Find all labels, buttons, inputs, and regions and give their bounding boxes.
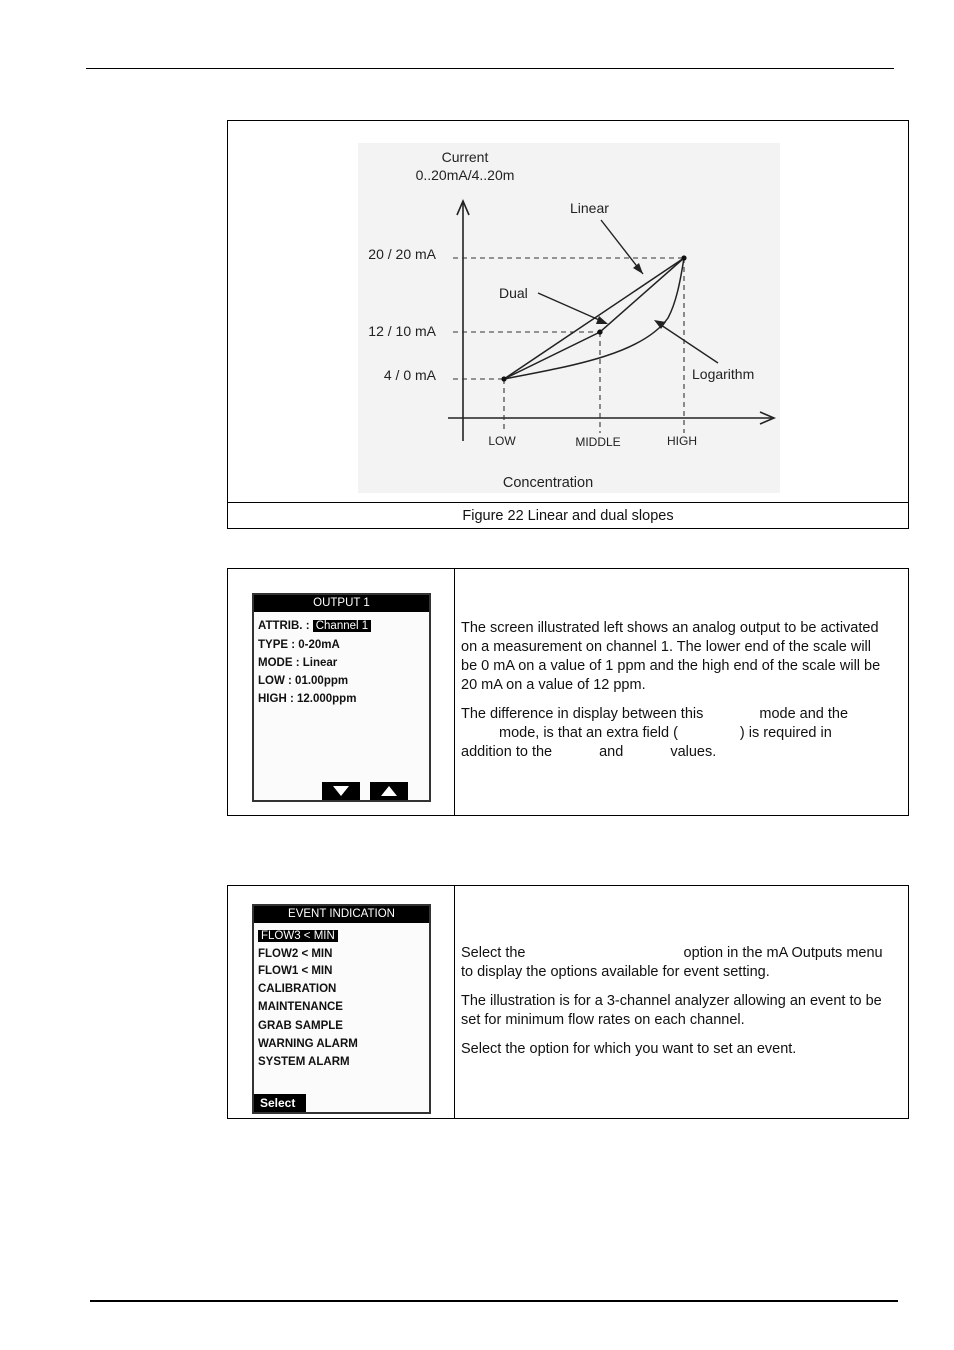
point-middle <box>597 329 602 334</box>
down-button[interactable] <box>322 782 360 800</box>
y-tick-20: 20 / 20 mA <box>368 246 436 262</box>
logarithm-pointer <box>658 323 718 363</box>
linear-curve <box>504 258 684 379</box>
y-tick-4: 4 / 0 mA <box>383 367 436 383</box>
output-description <box>461 619 890 772</box>
output-screen <box>252 593 431 802</box>
y-axis-title-2: 0..20mA/4..20m <box>415 167 515 183</box>
event-item-grab-sample[interactable]: GRAB SAMPLE <box>258 1020 343 1032</box>
x-tick-high: HIGH <box>667 434 697 448</box>
event-item-flow3[interactable]: FLOW3 < MIN <box>258 930 338 942</box>
label-logarithm: Logarithm <box>692 366 755 382</box>
output-panel-box <box>227 568 909 816</box>
event-item-maintenance[interactable]: MAINTENANCE <box>258 1001 343 1013</box>
x-tick-middle: MIDDLE <box>575 435 621 449</box>
slopes-chart <box>358 143 780 493</box>
figure-box <box>227 120 909 529</box>
event-description <box>461 944 890 1069</box>
label-linear: Linear <box>570 200 609 216</box>
output-para-2: The difference in display between this mode and the mode, is that an extra field ( ) is required in addition to the and values. <box>461 706 849 760</box>
output-para-1: The screen illustrated left shows an analog output to be activated on a measurement on channel 1. The lower end of the scale will be 0 mA on a value of 1 ppm and the high end of the scale will be 20 mA on a value of 12 ppm. <box>461 620 881 693</box>
attrib-value[interactable]: Channel 1 <box>313 620 371 632</box>
x-axis-title: Concentration <box>502 475 594 491</box>
event-item-system-alarm[interactable]: SYSTEM ALARM <box>258 1056 350 1068</box>
point-low <box>501 376 506 381</box>
point-high <box>681 255 686 260</box>
output-para-2-line-3: addition to the and values. <box>461 744 717 760</box>
event-item-warning-alarm[interactable]: WARNING ALARM <box>258 1038 358 1050</box>
footer-rule <box>90 1300 898 1302</box>
output-panel-divider <box>454 569 455 815</box>
triangle-down-icon <box>322 782 360 800</box>
mode-row[interactable]: MODE : Linear <box>258 657 338 669</box>
select-button[interactable]: Select <box>254 1094 306 1112</box>
event-screen-title: EVENT INDICATION <box>254 906 429 923</box>
event-panel-box <box>227 885 909 1119</box>
event-item-calibration[interactable]: CALIBRATION <box>258 983 337 995</box>
attrib-label: ATTRIB. : <box>258 620 310 632</box>
high-row[interactable]: HIGH : 12.000ppm <box>258 693 357 705</box>
event-para-2: The illustration is for a 3-channel analyzer allowing an event to be set for minimum flow rates on each channel. <box>461 993 882 1028</box>
x-tick-low: LOW <box>488 434 516 448</box>
y-tick-12: 12 / 10 mA <box>368 323 436 339</box>
header-rule <box>86 68 894 69</box>
event-panel-divider <box>454 886 455 1118</box>
event-screen <box>252 904 431 1114</box>
type-row[interactable]: TYPE : 0-20mA <box>258 639 340 651</box>
y-axis-title-1: Current <box>441 149 489 165</box>
dual-pointer <box>538 293 606 323</box>
event-item-flow2[interactable]: FLOW2 < MIN <box>258 948 333 960</box>
figure-graph <box>358 143 780 493</box>
event-para-1: Select the option in the mA Outputs menu to display the options available for event setting. <box>461 945 883 980</box>
low-row[interactable]: LOW : 01.00ppm <box>258 675 349 687</box>
label-dual: Dual <box>499 285 528 301</box>
event-para-3: Select the option for which you want to set an event. <box>461 1041 797 1057</box>
attrib-row <box>258 620 371 632</box>
up-button[interactable] <box>370 782 408 800</box>
figure-caption: Figure 22 Linear and dual slopes <box>228 502 908 528</box>
event-item-flow1[interactable]: FLOW1 < MIN <box>258 965 333 977</box>
output-screen-title: OUTPUT 1 <box>254 595 429 612</box>
triangle-up-icon <box>370 782 408 800</box>
